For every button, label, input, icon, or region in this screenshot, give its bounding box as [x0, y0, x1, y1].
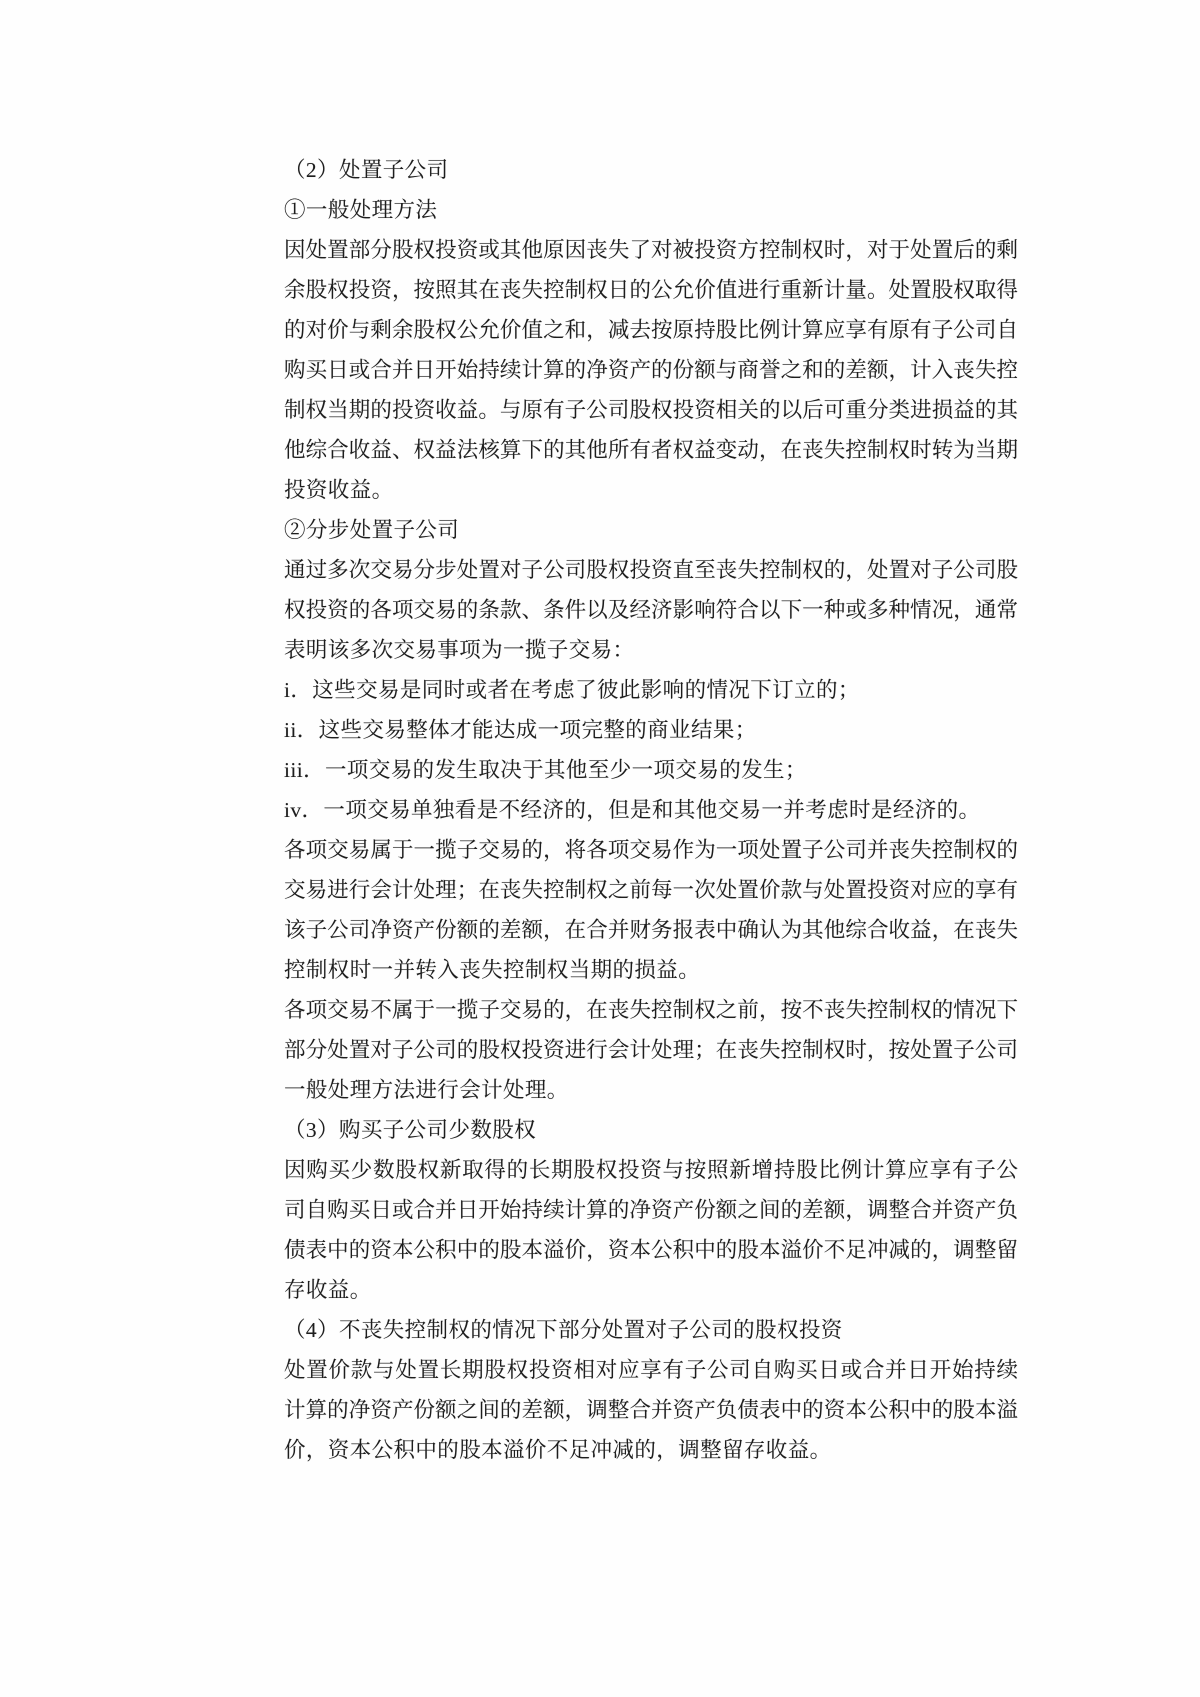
text-line: 投资收益。	[284, 478, 394, 502]
text-line: 控制权时一并转入丧失控制权当期的损益。	[284, 958, 701, 982]
section-heading: （4）不丧失控制权的情况下部分处置对子公司的股权投资	[284, 1318, 843, 1342]
text-line: 他综合收益、权益法核算下的其他所有者权益变动，在丧失控制权时转为当期	[284, 438, 1018, 462]
document-text-block	[284, 150, 1018, 1470]
text-line: 各项交易不属于一揽子交易的，在丧失控制权之前，按不丧失控制权的情况下	[284, 998, 1018, 1022]
text-line: 存收益。	[284, 1278, 372, 1302]
text-line: 购买日或合并日开始持续计算的净资产的份额与商誉之和的差额，计入丧失控	[284, 358, 1018, 382]
text-line: 处置价款与处置长期股权投资相对应享有子公司自购买日或合并日开始持续	[284, 1358, 1018, 1382]
text-line: 权投资的各项交易的条款、条件以及经济影响符合以下一种或多种情况，通常	[284, 598, 1018, 622]
text-line: 一般处理方法进行会计处理。	[284, 1078, 569, 1102]
text-line: 通过多次交易分步处置对子公司股权投资直至丧失控制权的，处置对子公司股	[284, 558, 1018, 582]
text-line: 价，资本公积中的股本溢价不足冲减的，调整留存收益。	[284, 1438, 832, 1462]
text-line: 该子公司净资产份额的差额，在合并财务报表中确认为其他综合收益，在丧失	[284, 918, 1018, 942]
text-line: 计算的净资产份额之间的差额，调整合并资产负债表中的资本公积中的股本溢	[284, 1398, 1018, 1422]
text-line: 制权当期的投资收益。与原有子公司股权投资相关的以后可重分类进损益的其	[284, 398, 1018, 422]
text-line: 因处置部分股权投资或其他原因丧失了对被投资方控制权时，对于处置后的剩	[284, 238, 1018, 262]
text-line: iv．一项交易单独看是不经济的，但是和其他交易一并考虑时是经济的。	[284, 798, 981, 822]
section-heading: ②分步处置子公司	[284, 518, 460, 542]
section-heading: （3）购买子公司少数股权	[284, 1118, 537, 1142]
text-line: i．这些交易是同时或者在考虑了彼此影响的情况下订立的；	[284, 678, 860, 702]
text-line: 各项交易属于一揽子交易的，将各项交易作为一项处置子公司并丧失控制权的	[284, 838, 1018, 862]
text-line: 因购买少数股权新取得的长期股权投资与按照新增持股比例计算应享有子公	[284, 1158, 1018, 1182]
text-line: iii．一项交易的发生取决于其他至少一项交易的发生；	[284, 758, 807, 782]
section-heading: ①一般处理方法	[284, 198, 438, 222]
text-line: 的对价与剩余股权公允价值之和，减去按原持股比例计算应享有原有子公司自	[284, 318, 1018, 342]
text-line: ii．这些交易整体才能达成一项完整的商业结果；	[284, 718, 757, 742]
text-line: 交易进行会计处理；在丧失控制权之前每一次处置价款与处置投资对应的享有	[284, 878, 1018, 902]
text-line: 司自购买日或合并日开始持续计算的净资产份额之间的差额，调整合并资产负	[284, 1198, 1018, 1222]
text-line: 余股权投资，按照其在丧失控制权日的公允价值进行重新计量。处置股权取得	[284, 278, 1018, 302]
text-line: 债表中的资本公积中的股本溢价，资本公积中的股本溢价不足冲减的，调整留	[284, 1238, 1018, 1262]
text-line: 部分处置对子公司的股权投资进行会计处理；在丧失控制权时，按处置子公司	[284, 1038, 1018, 1062]
text-line: 表明该多次交易事项为一揽子交易：	[284, 638, 635, 662]
section-heading: （2）处置子公司	[284, 158, 449, 182]
